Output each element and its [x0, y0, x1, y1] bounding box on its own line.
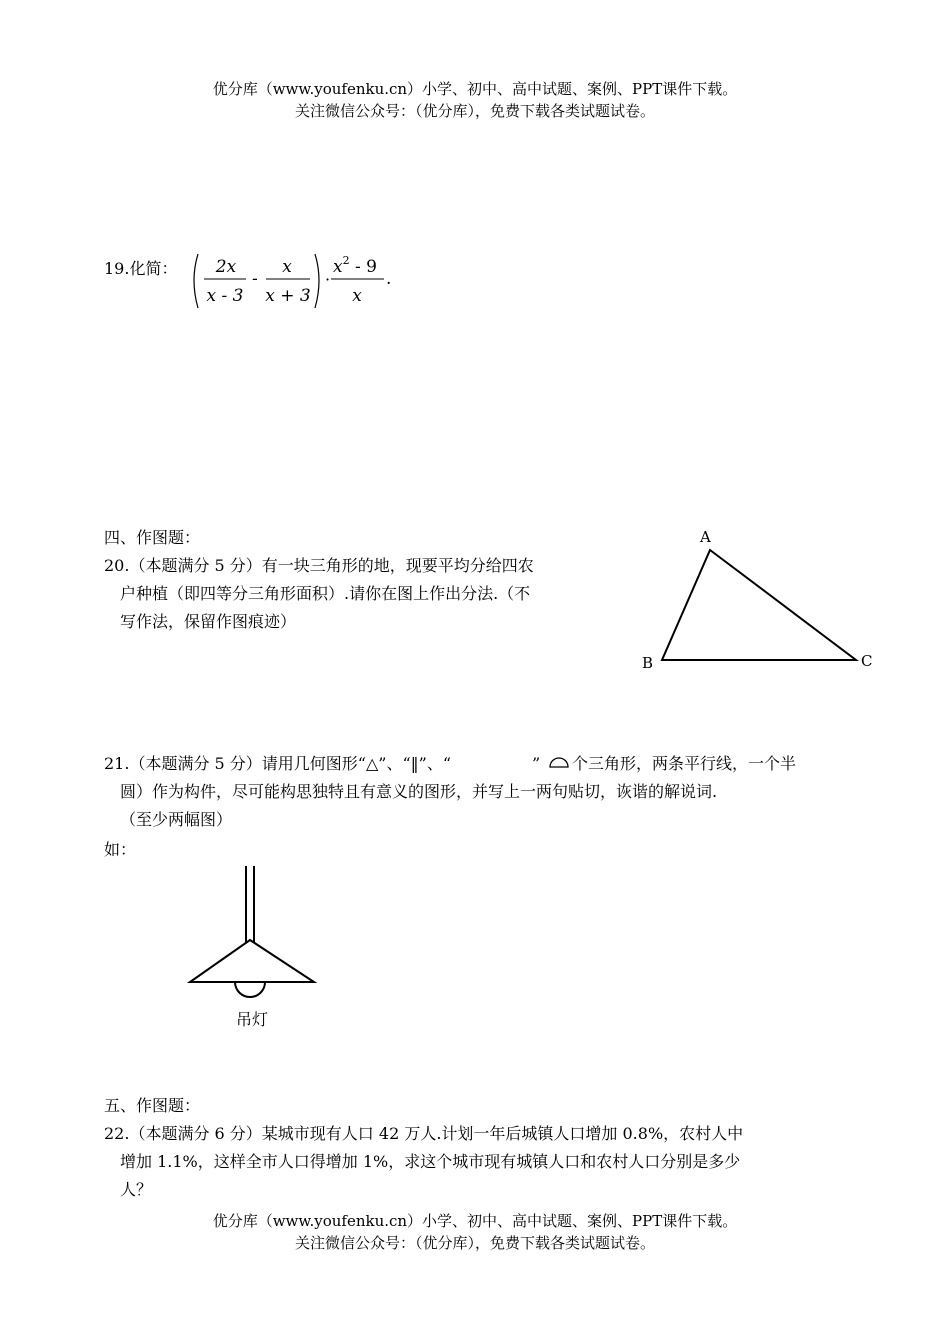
left-paren	[194, 254, 198, 308]
period: .	[386, 269, 392, 289]
q19-label: 19.化简：	[104, 259, 178, 278]
triangle-abc	[662, 550, 856, 660]
q21-line-1-part-a: 21.（本题满分 5 分）请用几何图形“△”、“‖”、“	[104, 754, 452, 773]
footer-line-2: 关注微信公众号：（优分库），免费下载各类试题试卷。	[294, 1234, 655, 1252]
frac3-denominator: x	[352, 286, 362, 306]
section5-title: 五、作图题：	[104, 1096, 201, 1115]
q21-line-2: 圆）作为构件，尽可能构思独特且有意义的图形，并写上一两句贴切，诙谐的解说词.	[120, 782, 718, 801]
right-paren	[315, 254, 319, 308]
frac2-numerator: x	[282, 257, 292, 277]
vertex-b-label: B	[642, 654, 654, 672]
frac3-numerator: $x^2 - 9$	[333, 254, 377, 277]
q19-expression	[188, 248, 398, 314]
frac1-denominator: x - 3	[206, 286, 244, 306]
minus-sign: -	[252, 269, 258, 289]
lamp-figure	[180, 862, 330, 1002]
frac1-numerator: 2x	[215, 257, 237, 277]
section4-title: 四、作图题：	[104, 528, 201, 547]
vertex-c-label: C	[861, 652, 873, 670]
semicircle-icon	[548, 755, 570, 771]
q22-line-3: 人？	[120, 1180, 153, 1199]
q21-line-3: （至少两幅图）	[120, 810, 233, 829]
header-line-1: 优分库（www.youfenku.cn）小学、初中、高中试题、案例、PPT课件下载。	[212, 80, 738, 98]
q21-line-1-part-c: 个三角形，两条平行线，一个半	[572, 754, 797, 773]
footer-line-1: 优分库（www.youfenku.cn）小学、初中、高中试题、案例、PPT课件下载。	[212, 1212, 738, 1230]
vertex-a-label: A	[700, 528, 711, 546]
lamp-bulb-semicircle	[235, 982, 265, 997]
q20-line-3: 写作法，保留作图痕迹）	[120, 612, 297, 631]
multiply-dot: ·	[325, 270, 331, 289]
header-line-2: 关注微信公众号：（优分库），免费下载各类试题试卷。	[294, 102, 655, 120]
lamp-shade-triangle	[190, 940, 314, 982]
frac2-denominator: x + 3	[265, 286, 311, 306]
lamp-caption: 吊灯	[236, 1010, 269, 1029]
triangle-abc-figure	[636, 522, 876, 682]
q22-line-1: 22.（本题满分 6 分）某城市现有人口 42 万人.计划一年后城镇人口增加 0.8%，农村人中	[104, 1124, 744, 1143]
q22-line-2: 增加 1.1%，这样全市人口得增加 1%，求这个城市现有城镇人口和农村人口分别是多少	[120, 1152, 741, 1171]
q21-example-label: 如：	[104, 840, 137, 859]
q20-line-2: 户种植（即四等分三角形面积）.请你在图上作出分法.（不	[120, 584, 531, 603]
q20-line-1: 20.（本题满分 5 分）有一块三角形的地，现要平均分给四农	[104, 556, 534, 575]
q21-line-1-part-b: ”	[532, 754, 541, 773]
